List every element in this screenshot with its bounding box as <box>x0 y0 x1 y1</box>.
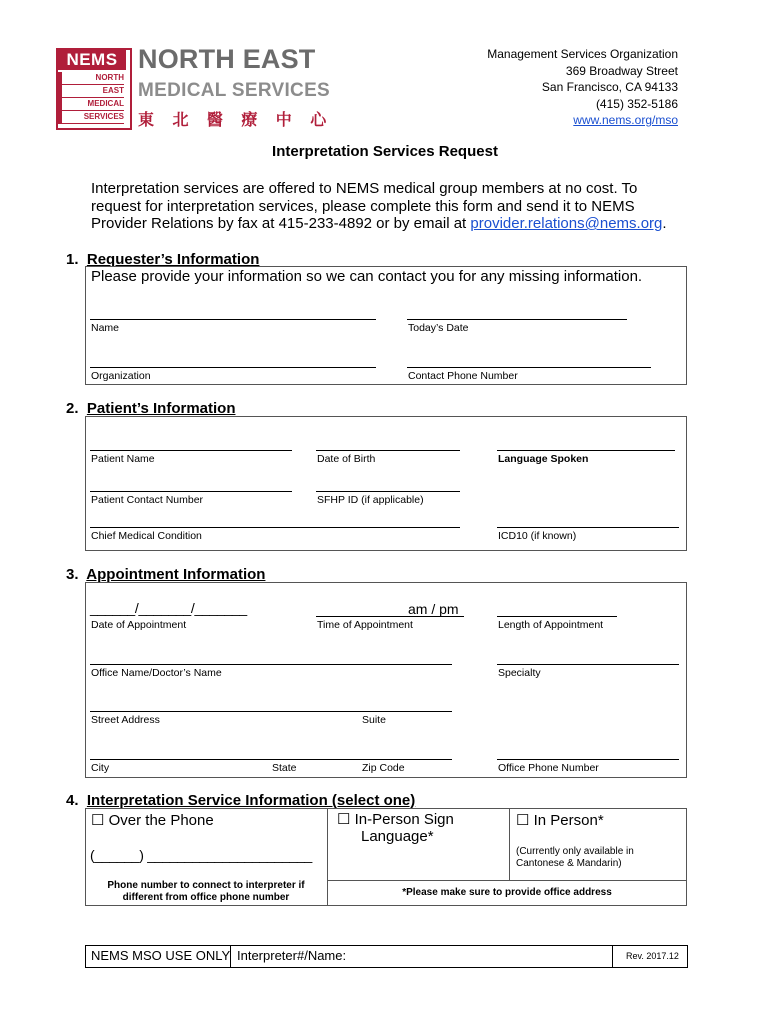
office-phone-label: Office Phone Number <box>498 762 599 774</box>
interpreter-field[interactable]: Interpreter#/Name: <box>237 948 347 963</box>
icd10-line[interactable] <box>497 527 679 528</box>
city-label: City <box>91 762 110 774</box>
section4-heading <box>66 792 415 809</box>
today-date-line[interactable] <box>407 319 627 320</box>
interpreter-phone-field[interactable]: (______) ______________________ <box>90 847 312 863</box>
sfhp-label: SFHP ID (if applicable) <box>317 494 424 506</box>
section1-number: 1. <box>66 251 79 268</box>
condition-label: Chief Medical Condition <box>91 530 202 542</box>
patient-name-label: Patient Name <box>91 453 155 465</box>
office-label: Office Name/Doctor’s Name <box>91 667 222 679</box>
state-label: State <box>272 762 297 774</box>
patient-contact-line[interactable] <box>90 491 292 492</box>
office-phone-line[interactable] <box>497 759 679 760</box>
appointment-date-field[interactable]: ______/_______/_______ <box>90 600 247 616</box>
address-note: *Please make sure to provide office address <box>402 887 612 898</box>
over-phone-label: Over the Phone <box>108 812 214 829</box>
street-label: Street Address <box>91 714 160 726</box>
patient-name-line[interactable] <box>90 450 292 451</box>
intro-end: . <box>662 215 667 232</box>
suite-label: Suite <box>362 714 386 726</box>
appointment-date-label: Date of Appointment <box>91 619 187 631</box>
section3-heading <box>66 566 265 583</box>
am-pm-text: am / pm <box>408 601 459 617</box>
section3-title: Appointment Information <box>86 566 266 583</box>
section2-title: Patient’s Information <box>86 400 236 417</box>
section4-divider-2 <box>509 808 510 880</box>
section4-number: 4. <box>66 792 79 809</box>
mso-use-only: NEMS MSO USE ONLY <box>91 948 231 963</box>
logo-line-east: EAST <box>58 84 124 98</box>
org-address1: 369 Broadway Street <box>565 63 678 78</box>
zip-label: Zip Code <box>362 762 405 774</box>
condition-line[interactable] <box>90 527 460 528</box>
sign-language-label-2: Language* <box>361 828 434 845</box>
length-line[interactable] <box>497 616 617 617</box>
checkbox-icon[interactable]: ☐ <box>337 811 351 828</box>
patient-contact-label: Patient Contact Number <box>91 494 204 506</box>
in-person-label: In Person* <box>533 812 604 829</box>
brand-medical-services: MEDICAL SERVICES <box>138 80 331 101</box>
logo-nems-text: NEMS <box>58 50 126 70</box>
sign-language-label-1: In-Person Sign <box>354 811 454 828</box>
specialty-line[interactable] <box>497 664 679 665</box>
section1-subtitle: Please provide your information so we can contact you for any missing information. <box>91 268 643 285</box>
org-phone: (415) 352-5186 <box>595 96 678 111</box>
logo-line-medical: MEDICAL <box>58 97 124 111</box>
footer-divider-2 <box>612 945 613 967</box>
time-label: Time of Appointment <box>317 619 413 631</box>
today-date-label: Today’s Date <box>408 322 469 334</box>
dob-label: Date of Birth <box>317 453 376 465</box>
length-label: Length of Appointment <box>498 619 604 631</box>
section4-title: Interpretation Service Information (select one) <box>86 792 416 809</box>
organization-label: Organization <box>91 370 151 382</box>
language-label: Language Spoken <box>498 453 589 465</box>
name-label: Name <box>91 322 120 334</box>
checkbox-icon[interactable]: ☐ <box>91 812 105 829</box>
email-link[interactable]: provider.relations@nems.org <box>470 215 663 232</box>
section4-hline <box>327 880 686 881</box>
organization-line[interactable] <box>90 367 376 368</box>
sign-language-option[interactable] <box>337 811 454 845</box>
section2-number: 2. <box>66 400 79 417</box>
logo-line-north: NORTH <box>58 71 124 85</box>
dob-line[interactable] <box>316 450 460 451</box>
org-address-block <box>487 46 678 129</box>
section3-number: 3. <box>66 566 79 583</box>
contact-phone-label: Contact Phone Number <box>408 370 518 382</box>
revision: Rev. 2017.12 <box>626 951 679 961</box>
org-website-link[interactable]: www.nems.org/mso <box>573 113 678 127</box>
in-person-note: (Currently only available in Cantonese & Mandarin) <box>516 846 634 869</box>
office-line[interactable] <box>90 664 452 665</box>
contact-phone-line[interactable] <box>407 367 651 368</box>
city-state-zip-line[interactable] <box>90 759 452 760</box>
page-title: Interpretation Services Request <box>272 143 498 160</box>
org-name: Management Services Organization <box>487 47 678 61</box>
language-line[interactable] <box>497 450 675 451</box>
name-line[interactable] <box>90 319 376 320</box>
section2-heading <box>66 400 235 417</box>
phone-note: Phone number to connect to interpreter if different from office phone number <box>107 880 305 903</box>
intro-text: Interpretation services are offered to NEMS medical group members at no cost. To request for interpretation services, please complete this form and send it to NEMS Provider Relations by fax at 415-233-4892 or by email at <box>91 180 638 232</box>
brand-chinese: 東 北 醫 療 中 心 <box>138 112 327 129</box>
org-address2: San Francisco, CA 94133 <box>541 80 678 94</box>
street-line[interactable] <box>90 711 452 712</box>
checkbox-icon[interactable]: ☐ <box>516 812 530 829</box>
brand-north-east: NORTH EAST <box>138 44 316 74</box>
section1-title: Requester’s Information <box>86 251 260 268</box>
icd10-label: ICD10 (if known) <box>498 530 577 542</box>
in-person-option[interactable] <box>516 811 604 829</box>
specialty-label: Specialty <box>498 667 541 679</box>
sfhp-line[interactable] <box>316 491 460 492</box>
over-phone-option[interactable] <box>91 811 214 829</box>
logo-line-services: SERVICES <box>58 110 124 124</box>
intro-paragraph <box>91 180 691 233</box>
